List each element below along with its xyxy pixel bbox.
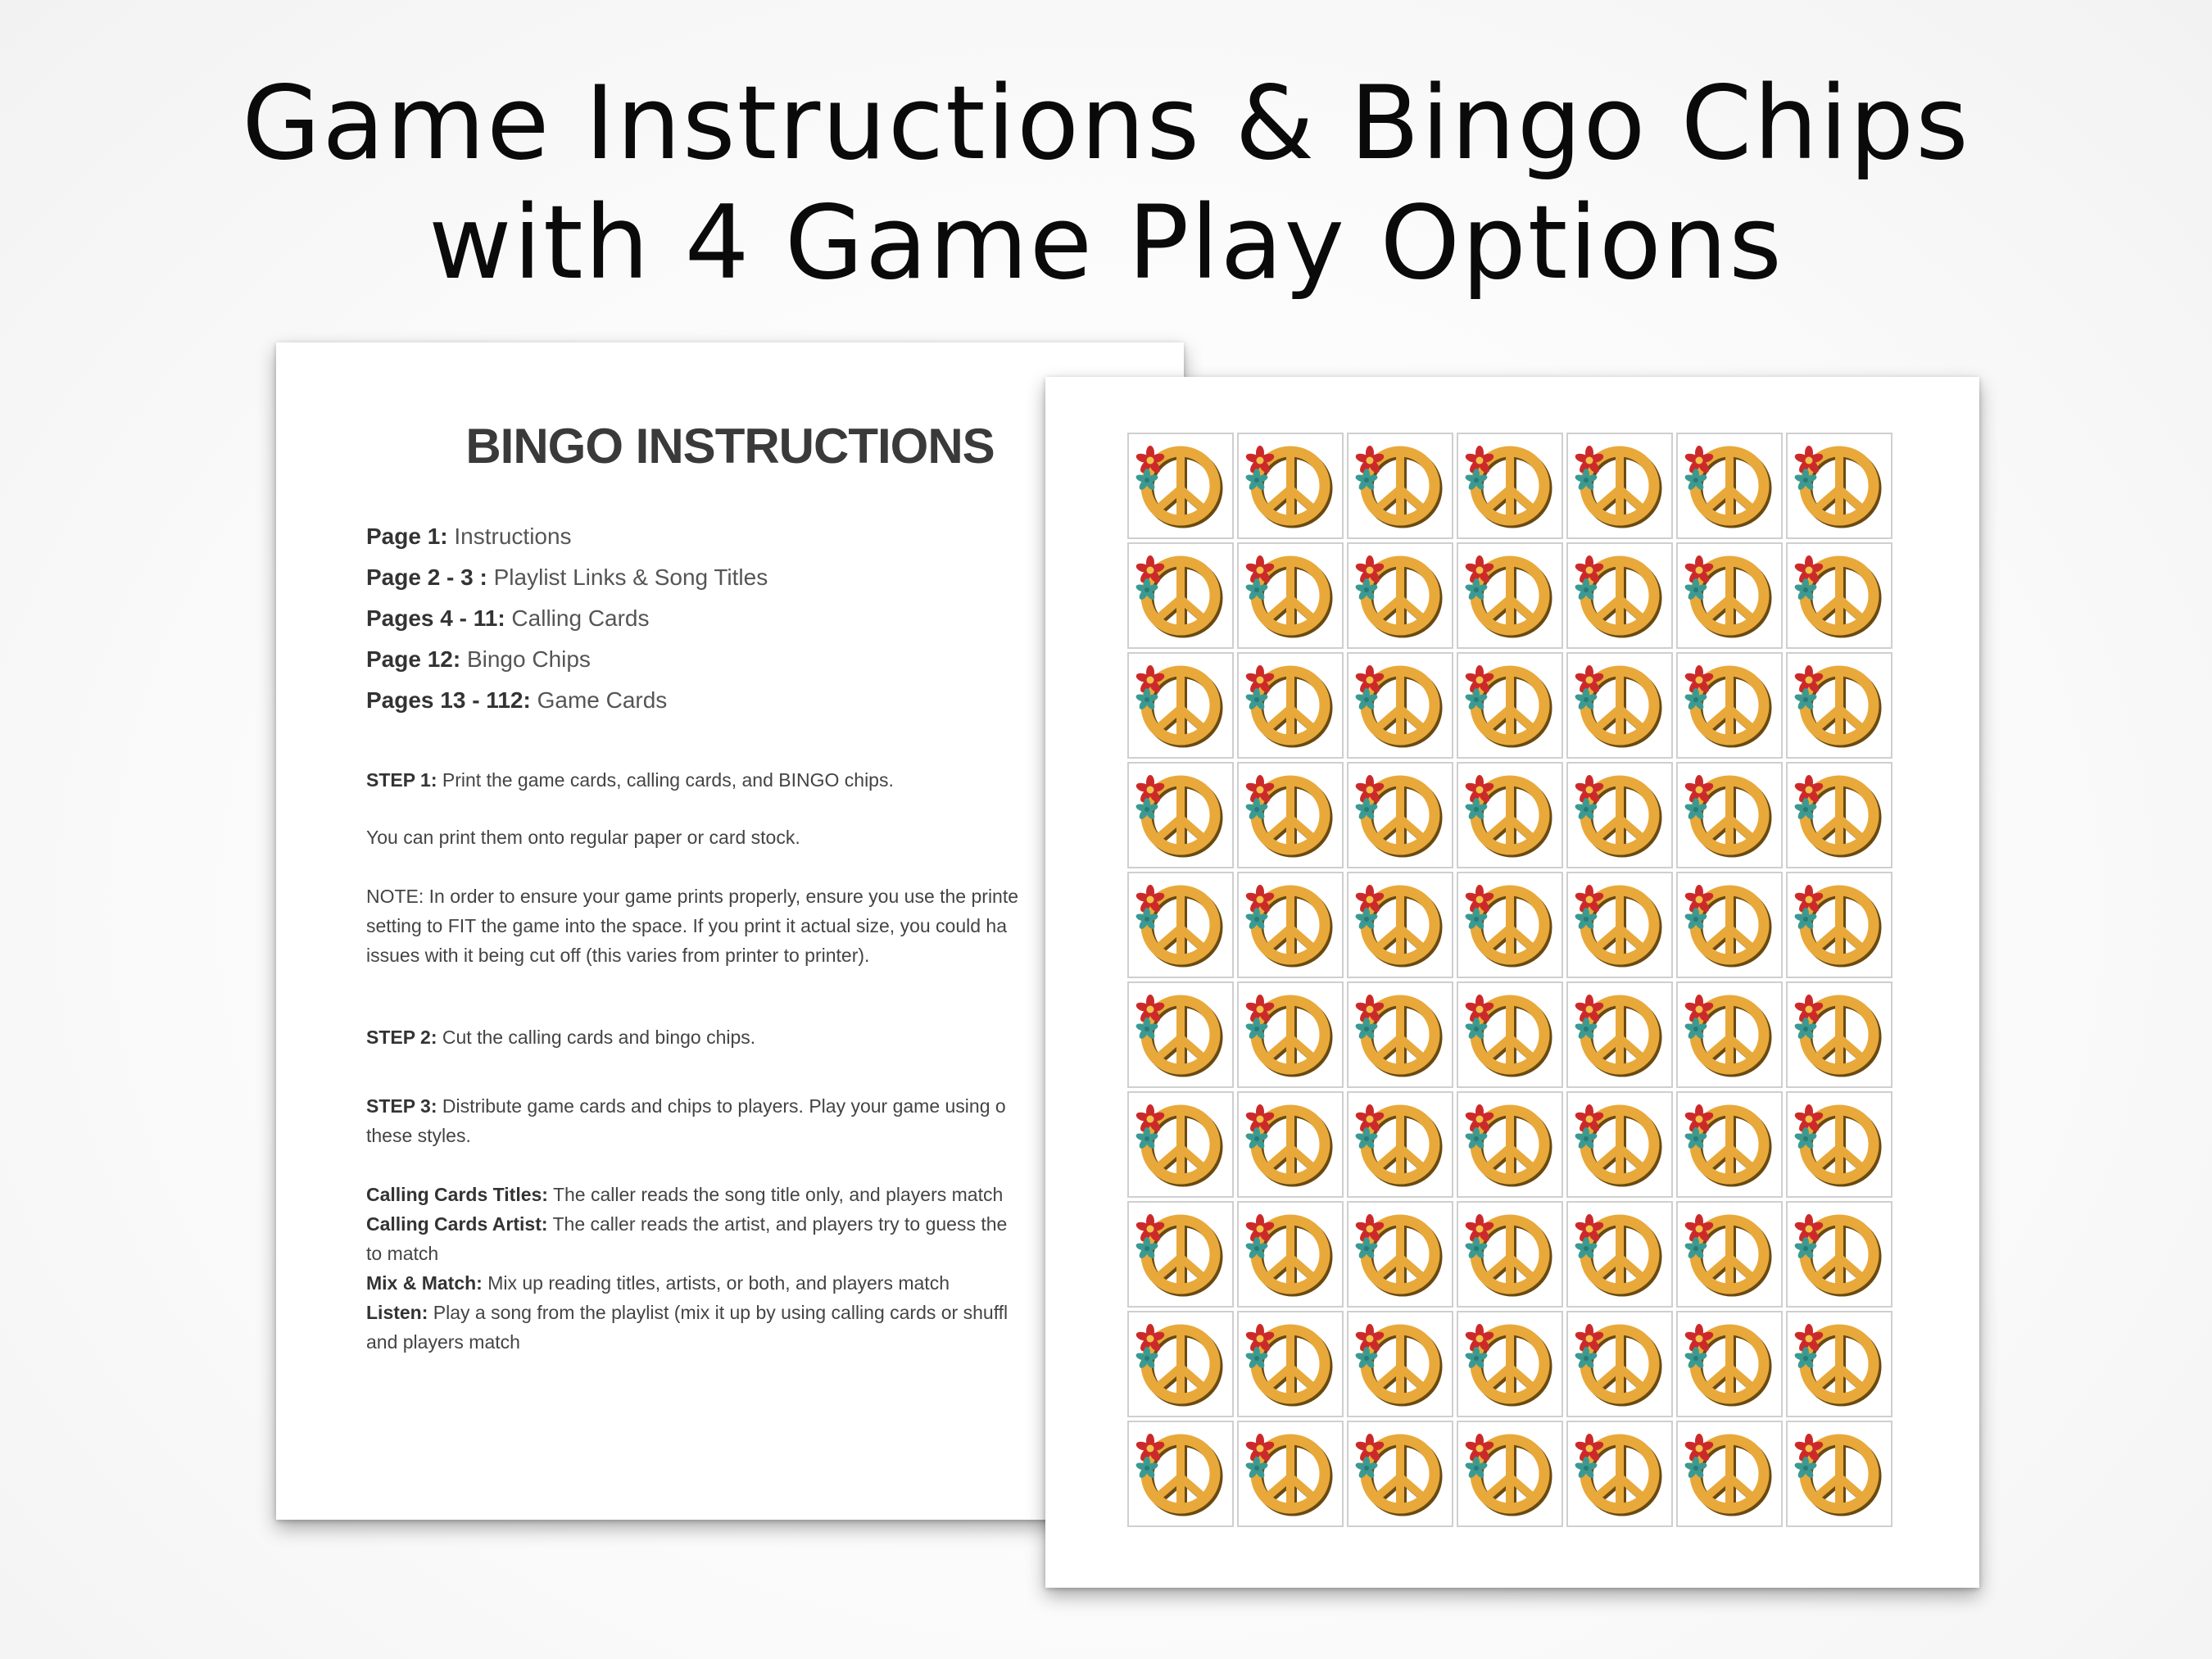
step-3-label: STEP 3: (366, 1095, 437, 1117)
bingo-chip (1347, 542, 1453, 649)
page-index-text: Instructions (447, 524, 572, 549)
bingo-chips-sheet (1045, 377, 1979, 1588)
peace-sign-flower-icon (1129, 654, 1232, 757)
bingo-chip (1566, 872, 1673, 978)
bingo-chip (1457, 433, 1563, 539)
bingo-chip (1566, 981, 1673, 1088)
peace-sign-flower-icon (1458, 544, 1562, 647)
bingo-chip (1676, 433, 1783, 539)
peace-sign-flower-icon (1129, 764, 1232, 867)
peace-sign-flower-icon (1678, 1093, 1781, 1196)
bingo-chip (1676, 762, 1783, 868)
peace-sign-flower-icon (1129, 1203, 1232, 1306)
headline-line-1: Game Instructions & Bingo Chips (242, 65, 1970, 183)
bingo-chip (1237, 1421, 1344, 1527)
peace-sign-flower-icon (1349, 544, 1452, 647)
bingo-chip (1786, 1091, 1892, 1198)
print-warning-line: issues with it being cut off (this varies from printer to printer). (366, 945, 870, 966)
step-1-label: STEP 1: (366, 769, 437, 791)
bingo-chip (1566, 433, 1673, 539)
peace-sign-flower-icon (1568, 983, 1671, 1086)
peace-sign-flower-icon (1568, 654, 1671, 757)
peace-sign-flower-icon (1678, 764, 1781, 867)
play-option-label: Listen: (366, 1302, 428, 1323)
peace-sign-flower-icon (1788, 1312, 1891, 1416)
page-index-label: Pages 4 - 11: (366, 605, 505, 631)
peace-sign-flower-icon (1788, 544, 1891, 647)
page-index-text: Playlist Links & Song Titles (487, 564, 768, 590)
play-option-label: Calling Cards Artist: (366, 1213, 548, 1235)
bingo-chip (1786, 542, 1892, 649)
bingo-chip (1676, 872, 1783, 978)
bingo-chip (1566, 762, 1673, 868)
peace-sign-flower-icon (1239, 434, 1342, 537)
peace-sign-flower-icon (1458, 654, 1562, 757)
bingo-chip (1127, 652, 1234, 759)
peace-sign-flower-icon (1239, 983, 1342, 1086)
play-option-text: Play a song from the playlist (mix it up by using calling cards or shuffl (428, 1302, 1009, 1323)
peace-sign-flower-icon (1568, 1093, 1671, 1196)
bingo-chip (1347, 1201, 1453, 1308)
bingo-chip (1457, 1311, 1563, 1417)
bingo-chip (1786, 872, 1892, 978)
bingo-chip (1347, 872, 1453, 978)
peace-sign-flower-icon (1568, 1422, 1671, 1525)
bingo-chip (1237, 652, 1344, 759)
peace-sign-flower-icon (1239, 544, 1342, 647)
page-index-row (366, 598, 768, 639)
bingo-chip (1237, 433, 1344, 539)
play-option-text: Mix up reading titles, artists, or both, and players match (482, 1272, 950, 1294)
bingo-chip (1127, 1421, 1234, 1527)
bingo-chip (1786, 1311, 1892, 1417)
bingo-chip (1566, 1201, 1673, 1308)
headline-line-2: with 4 Game Play Options (428, 184, 1784, 302)
peace-sign-flower-icon (1568, 434, 1671, 537)
bingo-chip (1347, 981, 1453, 1088)
peace-sign-flower-icon (1239, 654, 1342, 757)
bingo-chip (1127, 1311, 1234, 1417)
peace-sign-flower-icon (1678, 1312, 1781, 1416)
bingo-chip (1347, 652, 1453, 759)
peace-sign-flower-icon (1239, 1312, 1342, 1416)
step-2-label: STEP 2: (366, 1027, 437, 1048)
peace-sign-flower-icon (1458, 873, 1562, 977)
peace-sign-flower-icon (1129, 873, 1232, 977)
bingo-chip (1127, 1091, 1234, 1198)
bingo-chip (1237, 762, 1344, 868)
step-3-text-continued: these styles. (366, 1125, 471, 1146)
step-2-text: Cut the calling cards and bingo chips. (437, 1027, 756, 1048)
step-1-text: Print the game cards, calling cards, and BINGO chips. (437, 769, 894, 791)
bingo-chip (1237, 542, 1344, 649)
peace-sign-flower-icon (1458, 1422, 1562, 1525)
bingo-chip-grid (1127, 433, 1892, 1527)
bingo-chip (1127, 762, 1234, 868)
peace-sign-flower-icon (1349, 764, 1452, 867)
bingo-chip (1457, 981, 1563, 1088)
bingo-chip (1786, 762, 1892, 868)
bingo-chip (1457, 872, 1563, 978)
bingo-chip (1457, 652, 1563, 759)
peace-sign-flower-icon (1678, 654, 1781, 757)
bingo-chip (1347, 1421, 1453, 1527)
peace-sign-flower-icon (1788, 1093, 1891, 1196)
instructions-title: BINGO INSTRUCTIONS (465, 419, 995, 474)
peace-sign-flower-icon (1568, 873, 1671, 977)
peace-sign-flower-icon (1349, 873, 1452, 977)
peace-sign-flower-icon (1458, 434, 1562, 537)
peace-sign-flower-icon (1239, 873, 1342, 977)
peace-sign-flower-icon (1129, 1093, 1232, 1196)
peace-sign-flower-icon (1458, 764, 1562, 867)
peace-sign-flower-icon (1458, 1203, 1562, 1306)
bingo-chip (1786, 433, 1892, 539)
peace-sign-flower-icon (1788, 983, 1891, 1086)
peace-sign-flower-icon (1129, 434, 1232, 537)
bingo-chip (1127, 981, 1234, 1088)
bingo-chip (1786, 1421, 1892, 1527)
peace-sign-flower-icon (1788, 873, 1891, 977)
peace-sign-flower-icon (1239, 1422, 1342, 1525)
bingo-chip (1566, 1421, 1673, 1527)
peace-sign-flower-icon (1129, 544, 1232, 647)
page-index-text: Calling Cards (505, 605, 650, 631)
peace-sign-flower-icon (1458, 1093, 1562, 1196)
peace-sign-flower-icon (1129, 1422, 1232, 1525)
peace-sign-flower-icon (1788, 764, 1891, 867)
bingo-chip (1457, 1201, 1563, 1308)
peace-sign-flower-icon (1349, 1312, 1452, 1416)
play-option-label: Mix & Match: (366, 1272, 483, 1294)
peace-sign-flower-icon (1678, 873, 1781, 977)
peace-sign-flower-icon (1349, 1422, 1452, 1525)
bingo-chip (1457, 542, 1563, 649)
peace-sign-flower-icon (1349, 434, 1452, 537)
peace-sign-flower-icon (1349, 1093, 1452, 1196)
headline (0, 64, 2212, 303)
peace-sign-flower-icon (1349, 654, 1452, 757)
bingo-chip (1347, 762, 1453, 868)
page-index-row (366, 557, 768, 598)
page-index-text: Game Cards (530, 687, 668, 713)
bingo-chip (1237, 981, 1344, 1088)
bingo-chip (1347, 1091, 1453, 1198)
bingo-chip (1566, 542, 1673, 649)
peace-sign-flower-icon (1788, 654, 1891, 757)
bingo-chip (1237, 1091, 1344, 1198)
page-index (366, 516, 768, 721)
bingo-chip (1127, 1201, 1234, 1308)
peace-sign-flower-icon (1678, 1203, 1781, 1306)
peace-sign-flower-icon (1568, 1203, 1671, 1306)
bingo-chip (1786, 1201, 1892, 1308)
bingo-chip (1457, 1091, 1563, 1198)
bingo-chip (1237, 1201, 1344, 1308)
print-warning-line: NOTE: In order to ensure your game prints properly, ensure you use the printe (366, 886, 1019, 907)
bingo-chip (1676, 1421, 1783, 1527)
peace-sign-flower-icon (1678, 434, 1781, 537)
page-index-label: Page 1: (366, 524, 448, 549)
page-index-row (366, 639, 768, 680)
peace-sign-flower-icon (1788, 434, 1891, 537)
peace-sign-flower-icon (1129, 983, 1232, 1086)
print-note: You can print them onto regular paper or card stock. (366, 827, 800, 848)
peace-sign-flower-icon (1678, 1422, 1781, 1525)
print-warning-line: setting to FIT the game into the space. If you print it actual size, you could ha (366, 915, 1008, 936)
peace-sign-flower-icon (1788, 1203, 1891, 1306)
peace-sign-flower-icon (1239, 764, 1342, 867)
page-index-row (366, 680, 768, 721)
peace-sign-flower-icon (1678, 544, 1781, 647)
peace-sign-flower-icon (1458, 983, 1562, 1086)
bingo-chip (1127, 542, 1234, 649)
peace-sign-flower-icon (1568, 1312, 1671, 1416)
play-option-continued: to match (366, 1243, 439, 1264)
peace-sign-flower-icon (1788, 1422, 1891, 1525)
play-option-text: The caller reads the song title only, and players match (547, 1184, 1004, 1205)
peace-sign-flower-icon (1678, 983, 1781, 1086)
peace-sign-flower-icon (1239, 1093, 1342, 1196)
bingo-chip (1237, 1311, 1344, 1417)
page-index-label: Page 2 - 3 : (366, 564, 487, 590)
bingo-chip (1457, 1421, 1563, 1527)
bingo-chip (1676, 542, 1783, 649)
bingo-chip (1457, 762, 1563, 868)
peace-sign-flower-icon (1349, 983, 1452, 1086)
bingo-chip (1676, 652, 1783, 759)
bingo-chip (1566, 652, 1673, 759)
page-index-text: Bingo Chips (460, 646, 591, 672)
play-option-label: Calling Cards Titles: (366, 1184, 548, 1205)
bingo-chip (1566, 1311, 1673, 1417)
page-index-row (366, 516, 768, 557)
bingo-chip (1786, 652, 1892, 759)
peace-sign-flower-icon (1349, 1203, 1452, 1306)
step-3-text: Distribute game cards and chips to players. Play your game using o (437, 1095, 1006, 1117)
bingo-chip (1676, 1091, 1783, 1198)
bingo-chip (1676, 1311, 1783, 1417)
peace-sign-flower-icon (1458, 1312, 1562, 1416)
bingo-chip (1347, 433, 1453, 539)
bingo-chip (1127, 872, 1234, 978)
peace-sign-flower-icon (1568, 764, 1671, 867)
play-option-text: The caller reads the artist, and players try to guess the (547, 1213, 1008, 1235)
bingo-chip (1676, 981, 1783, 1088)
bingo-chip (1786, 981, 1892, 1088)
peace-sign-flower-icon (1129, 1312, 1232, 1416)
bingo-chip (1347, 1311, 1453, 1417)
bingo-chip (1676, 1201, 1783, 1308)
bingo-chip (1127, 433, 1234, 539)
bingo-chip (1566, 1091, 1673, 1198)
play-option-continued: and players match (366, 1331, 520, 1353)
peace-sign-flower-icon (1568, 544, 1671, 647)
peace-sign-flower-icon (1239, 1203, 1342, 1306)
page-index-label: Page 12: (366, 646, 461, 672)
page-index-label: Pages 13 - 112: (366, 687, 531, 713)
bingo-chip (1237, 872, 1344, 978)
